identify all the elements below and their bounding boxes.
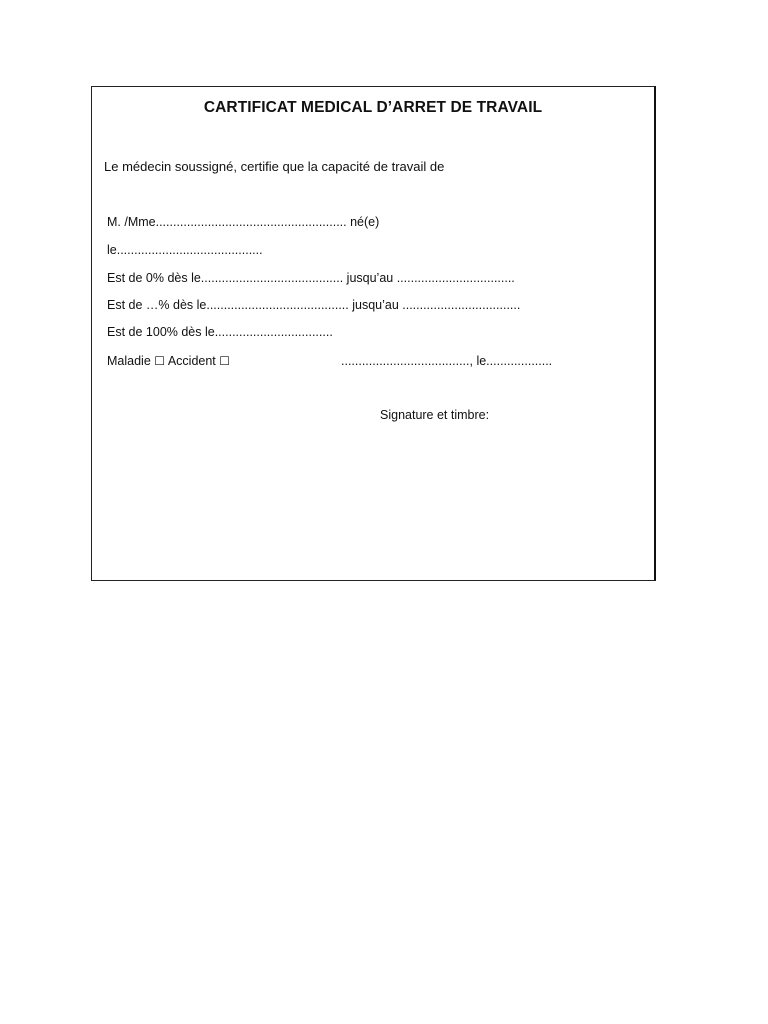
patient-name-line: M. /Mme....................................................... né(e) [107, 215, 380, 229]
medical-certificate-form [91, 86, 656, 581]
signature-label: Signature et timbre: [380, 408, 490, 422]
capacity-full-line: Est de 100% dès le.................................. [107, 325, 333, 339]
maladie-checkbox[interactable]: ☐ [154, 354, 166, 368]
accident-checkbox[interactable]: ☐ [219, 354, 231, 368]
accident-label: Accident [167, 354, 216, 368]
capacity-partial-line: Est de …% dès le......................................... jusqu’au .................................. [107, 298, 521, 312]
cause-selection [107, 354, 230, 368]
maladie-label: Maladie [107, 354, 151, 368]
birth-date-line: le.......................................... [107, 243, 263, 257]
place-date-line: ....................................., le................... [341, 354, 553, 368]
capacity-zero-line: Est de 0% dès le......................................... jusqu’au .................................. [107, 271, 515, 285]
certificate-title: CARTIFICAT MEDICAL D’ARRET DE TRAVAIL [203, 99, 543, 116]
intro-text: Le médecin soussigné, certifie que la capacité de travail de [104, 159, 445, 174]
